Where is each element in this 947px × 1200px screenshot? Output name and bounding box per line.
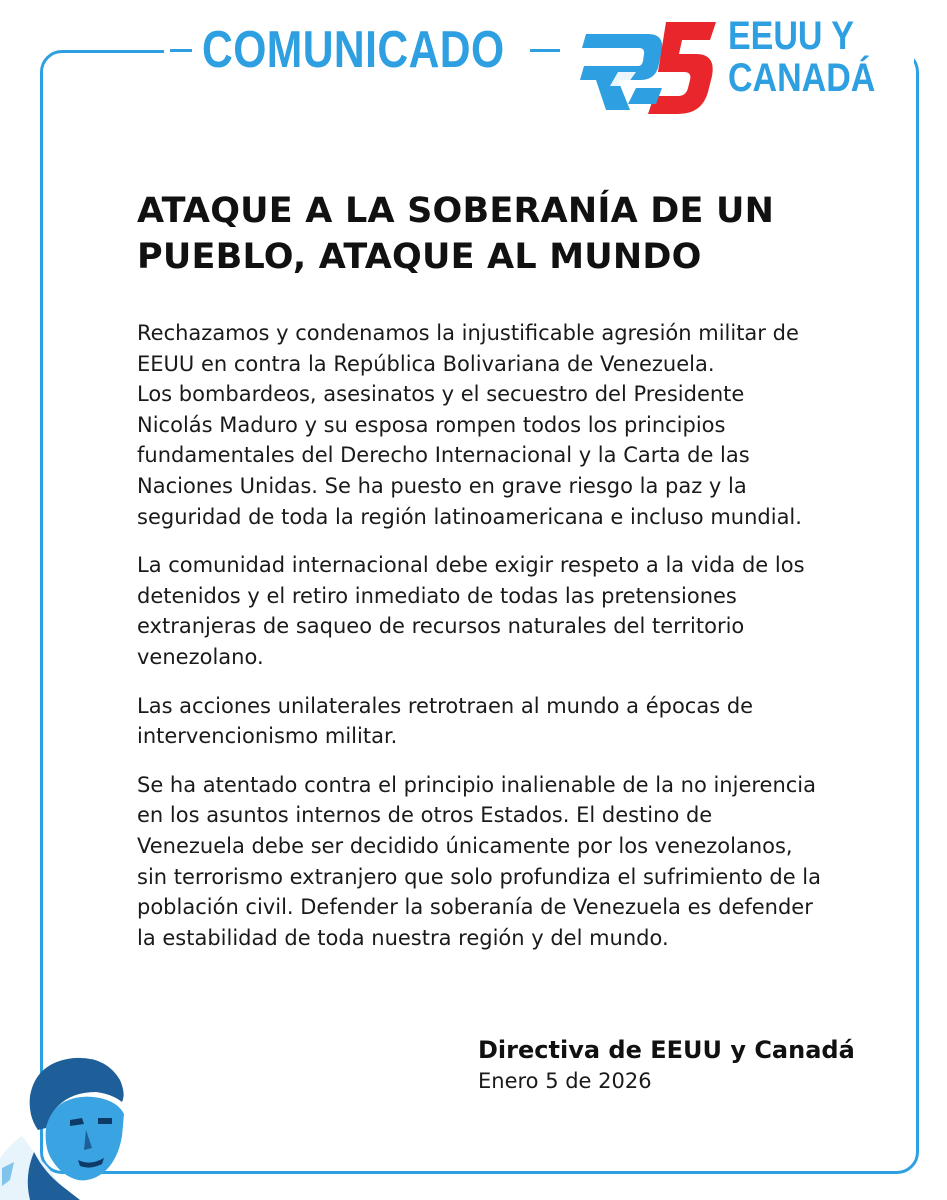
rc5-logo-icon [578,14,718,122]
text-line: intervencionismo militar. [137,724,398,749]
text-line: EEUU en contra la República Bolivariana de Venezuela. [137,351,715,376]
paragraph-4 [137,770,877,954]
text-line: en los asuntos internos de otros Estados. El destino de [137,803,713,828]
text-line: Venezuela debe ser decidido únicamente por los venezolanos, [137,833,793,858]
logo-label [728,16,875,100]
header-divider-right [530,49,560,52]
title-line: PUEBLO, ATAQUE AL MUNDO [137,237,702,277]
logo-label-line1: EEUU Y [728,14,854,58]
text-line: Los bombardeos, asesinatos y el secuestro del Presidente [137,382,745,407]
text-line: detenidos y el retiro inmediato de todas las pretensiones [137,583,737,608]
text-line: Naciones Unidas. Se ha puesto en grave riesgo la paz y la [137,473,747,498]
logo-label-line2: CANADÁ [728,56,876,100]
signature-date: Enero 5 de 2026 [478,1069,652,1093]
paragraph-3 [137,691,877,752]
document-title [137,188,857,280]
text-line: venezolano. [137,644,264,669]
text-line: fundamentales del Derecho Internacional y la Carta de las [137,443,750,468]
text-line: Rechazamos y condenamos la injustificable agresión militar de [137,321,799,345]
signature-block [478,1034,855,1096]
text-line: La comunidad internacional debe exigir respeto a la vida de los [137,553,805,578]
text-line: la estabilidad de toda nuestra región y del mundo. [137,925,669,950]
paragraph-1 [137,318,877,532]
header-divider-left [170,49,192,52]
portrait-illustration-icon [0,1040,175,1200]
text-line: Nicolás Maduro y su esposa rompen todos los principios [137,412,726,437]
text-line: extranjeras de saqueo de recursos naturales del territorio [137,614,745,639]
text-line: población civil. Defender la soberanía de Venezuela es defender [137,895,813,920]
text-line: Las acciones unilaterales retrotraen al mundo a épocas de [137,693,754,718]
text-line: Se ha atentado contra el principio inalienable de la no injerencia [137,772,817,797]
text-line: sin terrorismo extranjero que solo profundiza el sufrimiento de la [137,864,821,889]
text-line: seguridad de toda la región latinoamericana e incluso mundial. [137,504,802,529]
title-line: ATAQUE A LA SOBERANÍA DE UN [137,191,775,231]
signature-name: Directiva de EEUU y Canadá [478,1036,855,1064]
paragraph-2 [137,550,877,672]
document-body [137,318,877,971]
banner-title: COMUNICADO [202,21,505,79]
